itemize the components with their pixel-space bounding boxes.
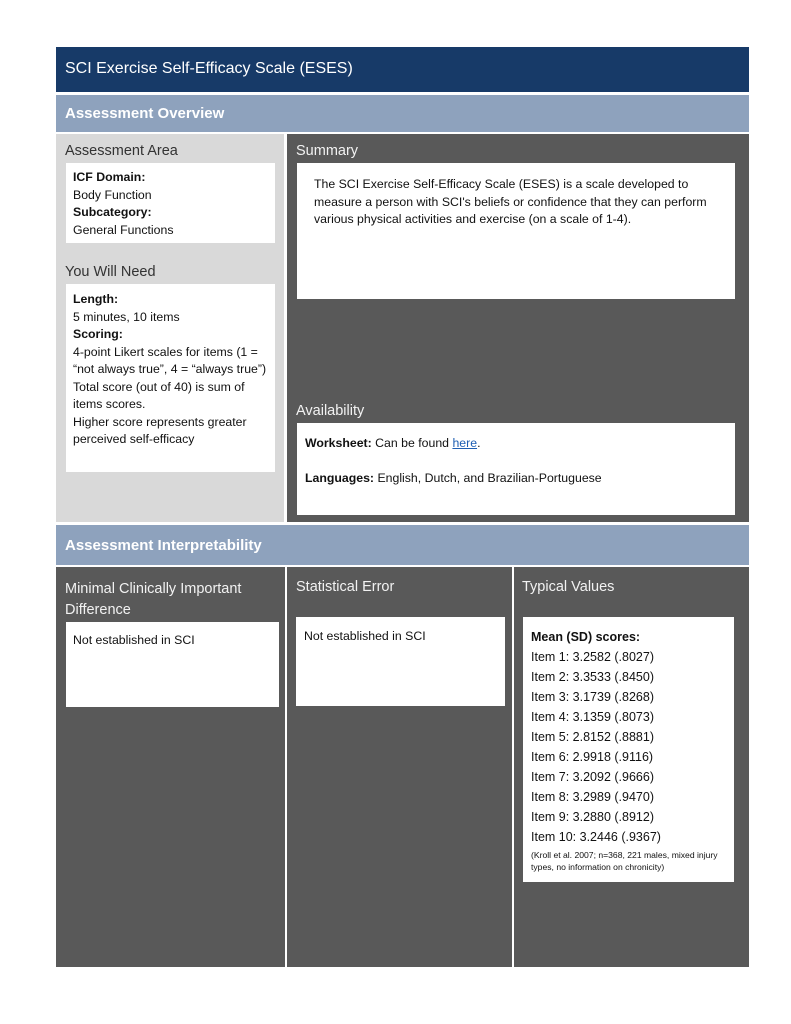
typical-value-item: Item 1: 3.2582 (.8027) [531,650,654,664]
length-value: 5 minutes, 10 items [73,309,180,324]
typical-values-citation: (Kroll et al. 2007; n=368, 221 males, mixed injury types, no information on chronicity) [531,850,718,872]
statistical-error-text: Not established in SCI [304,629,426,643]
assessment-area-box [66,163,275,243]
summary-text: The SCI Exercise Self-Efficacy Scale (ESES) is a scale developed to measure a person with SCI's beliefs or confidence that they can perform various physical activities and exercise (on a scale of 1-4). [314,177,707,226]
you-will-need-heading: You Will Need [65,264,156,280]
worksheet-period: . [477,436,481,450]
typical-value-item: Item 5: 2.8152 (.8881) [531,730,654,744]
you-will-need-box [66,284,275,472]
statistical-error-box [296,617,505,706]
typical-value-item: Item 4: 3.1359 (.8073) [531,710,654,724]
statistical-error-heading: Statistical Error [296,579,395,595]
availability-heading: Availability [296,403,365,419]
typical-value-item: Item 10: 3.2446 (.9367) [531,830,661,844]
worksheet-label: Worksheet: [305,436,372,450]
mcid-heading: Minimal Clinically Important Difference [65,581,242,618]
scoring-higher-text: Higher score represents greater perceived self-efficacy [73,414,247,446]
page-title: SCI Exercise Self-Efficacy Scale (ESES) [56,47,749,92]
worksheet-line [305,435,727,453]
typical-value-item: Item 7: 3.2092 (.9666) [531,770,654,784]
worksheet-link[interactable]: here [452,436,478,450]
typical-value-item: Item 2: 3.3533 (.8450) [531,670,654,684]
summary-box [297,163,735,299]
availability-box [297,423,735,515]
languages-label: Languages: [305,470,375,485]
mcid-text: Not established in SCI [73,633,195,647]
worksheet-text: Can be found [375,436,450,450]
scoring-total-text: Total score (out of 40) is sum of items scores. [73,379,245,411]
typical-values-heading: Typical Values [522,579,615,595]
mean-sd-label: Mean (SD) scores: [531,630,641,644]
assessment-interpretability-header: Assessment Interpretability [56,525,749,565]
typical-value-item: Item 8: 3.2989 (.9470) [531,790,654,804]
scoring-label: Scoring: [73,327,123,341]
languages-line [305,470,727,488]
assessment-area-heading: Assessment Area [65,143,178,159]
subcategory-value: General Functions [73,222,174,237]
length-label: Length: [73,292,119,306]
icf-domain-value: Body Function [73,187,152,202]
assessment-overview-header: Assessment Overview [56,95,749,132]
summary-heading: Summary [296,143,359,159]
typical-values-box [523,617,734,882]
icf-domain-label: ICF Domain: [73,170,146,184]
typical-value-item: Item 6: 2.9918 (.9116) [531,750,654,764]
typical-value-item: Item 9: 3.2880 (.8912) [531,810,654,824]
languages-value: English, Dutch, and Brazilian-Portuguese [377,470,602,485]
mcid-box [66,622,279,707]
subcategory-label: Subcategory: [73,205,152,219]
typical-value-item: Item 3: 3.1739 (.8268) [531,690,654,704]
scoring-likert-text: 4-point Likert scales for items (1 = “not always true”, 4 = “always true”) [73,344,267,376]
